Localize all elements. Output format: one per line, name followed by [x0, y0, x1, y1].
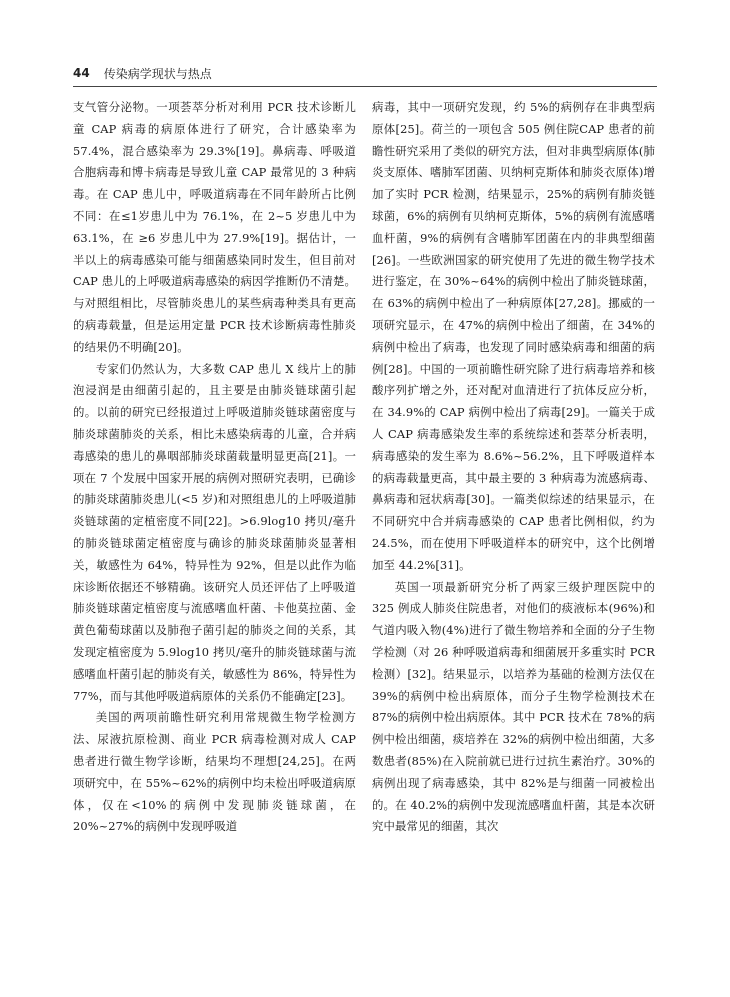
paragraph: 英国一项最新研究分析了两家三级护理医院中的 325 例成人肺炎住院患者，对他们的痰液标本(96%)和气道内吸入物(4%)进行了微生物培养和全面的分子生物学检测（对 26 种呼吸道病毒和细菌展开多重实时 PCR 检测）[32]。结果显示，以培养为基础的检测方法仅在 39%的病例中检出病原体，而分子生物学检测技术在 87%的病例中检出病原体。其中 PCR 技术在 78%的病例中检出细菌，痰培养在 32%的病例中检出细菌，大多数患者(85%)在入院前就已进行过抗生素治疗。30%的病例出现了病毒感染，其中 82%是与细菌一同被检出的。在 40.2%的病例中发现流感嗜血杆菌，其是本次研究中最常见的细菌，其次 [372, 579, 655, 834]
paragraph: 专家们仍然认为，大多数 CAP 患儿 X 线片上的肺泡浸润是由细菌引起的，且主要是由肺炎链球菌引起的。以前的研究已经报道过上呼吸道肺炎链球菌密度与肺炎球菌肺炎的关系，相比未感染病毒的儿童，合并病毒感染的患儿的鼻咽部肺炎球菌载量明显更高[21]。一项在 7 个发展中国家开展的病例对照研究表明，已确诊的肺炎球菌肺炎患儿(<5 岁)和对照组患儿的上呼吸道肺炎链球菌的定植密度不同[22]。>6.9log10 拷贝/毫升的肺炎链球菌定植密度与确诊的肺炎球菌肺炎显著相关，敏感性为 64%，特异性为 92%，但是以此作为临床诊断依据还不够精确。该研究人员还评估了上呼吸道肺炎链球菌定植密度与流感嗜血杆菌、卡他莫拉菌、金黄色葡萄球菌以及肺孢子菌引起的肺炎之间的关系，其发现定植密度为 5.9log10 拷贝/毫升的肺炎链球菌与流感嗜血杆菌引起的肺炎有关，敏感性为 86%，特异性为 77%，而与其他呼吸道病原体的关系仍不能确定[23]。 [73, 361, 356, 703]
running-title: 传染病学现状与热点 [103, 66, 212, 81]
left-column [73, 97, 356, 838]
running-header [73, 61, 657, 85]
paragraph: 支气管分泌物。一项荟萃分析对利用 PCR 技术诊断儿童 CAP 病毒的病原体进行了研究，合计感染率为 57.4%，混合感染率为 29.3%[19]。鼻病毒、呼吸道合胞病毒和博卡病毒是导致儿童 CAP 最常见的 3 种病毒。在 CAP 患儿中，呼吸道病毒在不同年龄所占比例不同：在≤1岁患儿中为 76.1%，在 2~5 岁患儿中为 63.1%，在 ≥6 岁患儿中为 27.9%[19]。据估计，一半以上的病毒感染可能与细菌感染同时发生，但目前对 CAP 患儿的上呼吸道病毒感染的病因学推断仍不清楚。与对照组相比，尽管肺炎患儿的某些病毒种类具有更高的病毒载量，但是运用定量 PCR 技术诊断病毒性肺炎的结果仍不明确[20]。 [73, 100, 356, 354]
page-number: 44 [73, 66, 90, 80]
right-column [372, 97, 655, 838]
paragraph: 病毒，其中一项研究发现，约 5%的病例存在非典型病原体[25]。荷兰的一项包含 505 例住院CAP 患者的前瞻性研究采用了类似的研究方法，但对非典型病原体(肺炎支原体、嗜肺军团菌、贝纳柯克斯体和肺炎衣原体)增加了实时 PCR 检测，结果显示，25%的病例有肺炎链球菌，6%的病例有贝纳柯克斯体，5%的病例有流感嗜血杆菌，9%的病例有含嗜肺军团菌在内的非典型细菌[26]。一些欧洲国家的研究使用了先进的微生物学技术进行鉴定，在 30%~64%的病例中检出了肺炎链球菌，在 63%的病例中检出了一种病原体[27,28]。挪威的一项研究显示，在 47%的病例中检出了细菌，在 34%的病例中检出了病毒，也发现了同时感染病毒和细菌的病例[28]。中国的一项前瞻性研究除了进行病毒培养和核酸序列扩增之外，还对配对血清进行了抗体反应分析，在 34.9%的 CAP 病例中检出了病毒[29]。一篇关于成人 CAP 病毒感染发生率的系统综述和荟萃分析表明，病毒感染的发生率为 8.6%~56.2%，且下呼吸道样本的病毒载量更高，其中最主要的 3 种病毒为流感病毒、鼻病毒和冠状病毒[30]。一篇类似综述的结果显示，在不同研究中合并病毒感染的 CAP 患者比例相似，约为 24.5%，而在使用下呼吸道样本的研究中，这个比例增加至 44.2%[31]。 [372, 100, 655, 572]
header-rule [73, 86, 657, 87]
paragraph: 美国的两项前瞻性研究利用常规微生物学检测方法、尿液抗原检测、商业 PCR 病毒检测对成人 CAP 患者进行微生物学诊断，结果均不理想[24,25]。在两项研究中，在 55%~62%的病例中均未检出呼吸道病原体，仅在<10%的病例中发现肺炎链球菌，在 20%~27%的病例中发现呼吸道 [73, 710, 356, 834]
